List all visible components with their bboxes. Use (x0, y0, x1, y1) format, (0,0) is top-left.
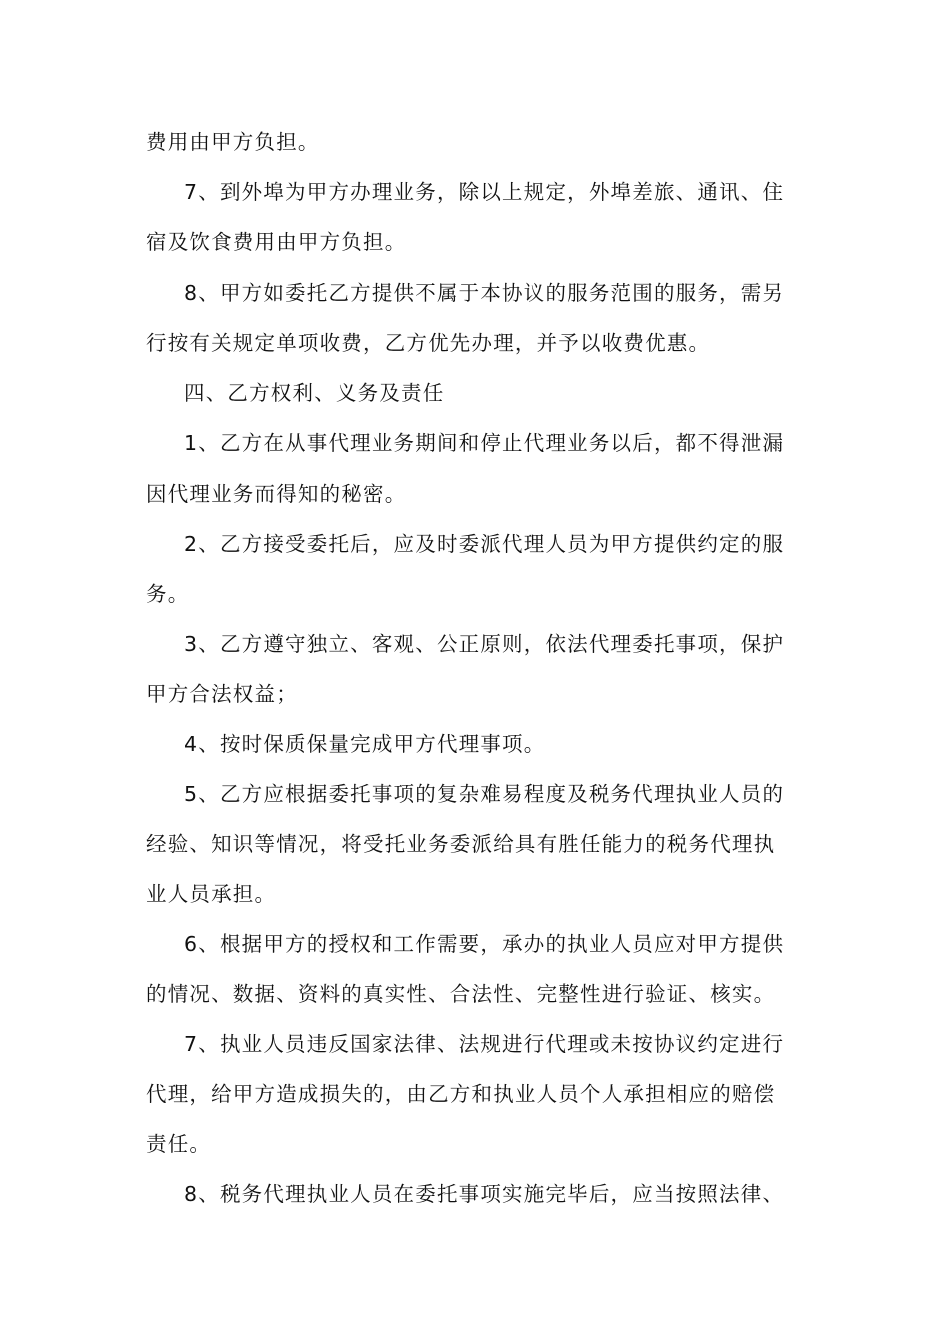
section-heading: 四、乙方权利、义务及责任 (184, 381, 445, 405)
text-line: 7、执业人员违反国家法律、法规进行代理或未按协议约定进行 (184, 1032, 785, 1056)
text-line: 2、乙方接受委托后，应及时委派代理人员为甲方提供约定的服 (184, 532, 785, 556)
text-line: 6、根据甲方的授权和工作需要，承办的执业人员应对甲方提供 (184, 932, 785, 956)
text-line: 8、甲方如委托乙方提供不属于本协议的服务范围的服务，需另 (184, 281, 785, 305)
text-line: 代理，给甲方造成损失的，由乙方和执业人员个人承担相应的赔偿 (146, 1082, 776, 1106)
text-line: 业人员承担。 (146, 882, 277, 906)
text-line: 甲方合法权益； (146, 682, 298, 706)
text-line: 8、税务代理执业人员在委托事项实施完毕后，应当按照法律、 (184, 1182, 785, 1206)
text-line: 责任。 (146, 1132, 212, 1156)
text-line: 行按有关规定单项收费，乙方优先办理，并予以收费优惠。 (146, 331, 711, 355)
text-line: 因代理业务而得知的秘密。 (146, 482, 407, 506)
text-line: 经验、知识等情况，将受托业务委派给具有胜任能力的税务代理执 (146, 832, 776, 856)
text-line: 宿及饮食费用由甲方负担。 (146, 230, 407, 254)
text-line: 1、乙方在从事代理业务期间和停止代理业务以后，都不得泄漏 (184, 431, 785, 455)
text-line: 4、按时保质保量完成甲方代理事项。 (184, 732, 546, 756)
text-line: 5、乙方应根据委托事项的复杂难易程度及税务代理执业人员的 (184, 782, 785, 806)
text-line: 务。 (146, 582, 190, 606)
text-line: 7、到外埠为甲方办理业务，除以上规定，外埠差旅、通讯、住 (184, 180, 785, 204)
text-line: 的情况、数据、资料的真实性、合法性、完整性进行验证、核实。 (146, 982, 776, 1006)
text-line: 3、乙方遵守独立、客观、公正原则，依法代理委托事项，保护 (184, 632, 785, 656)
text-line: 费用由甲方负担。 (146, 130, 320, 154)
